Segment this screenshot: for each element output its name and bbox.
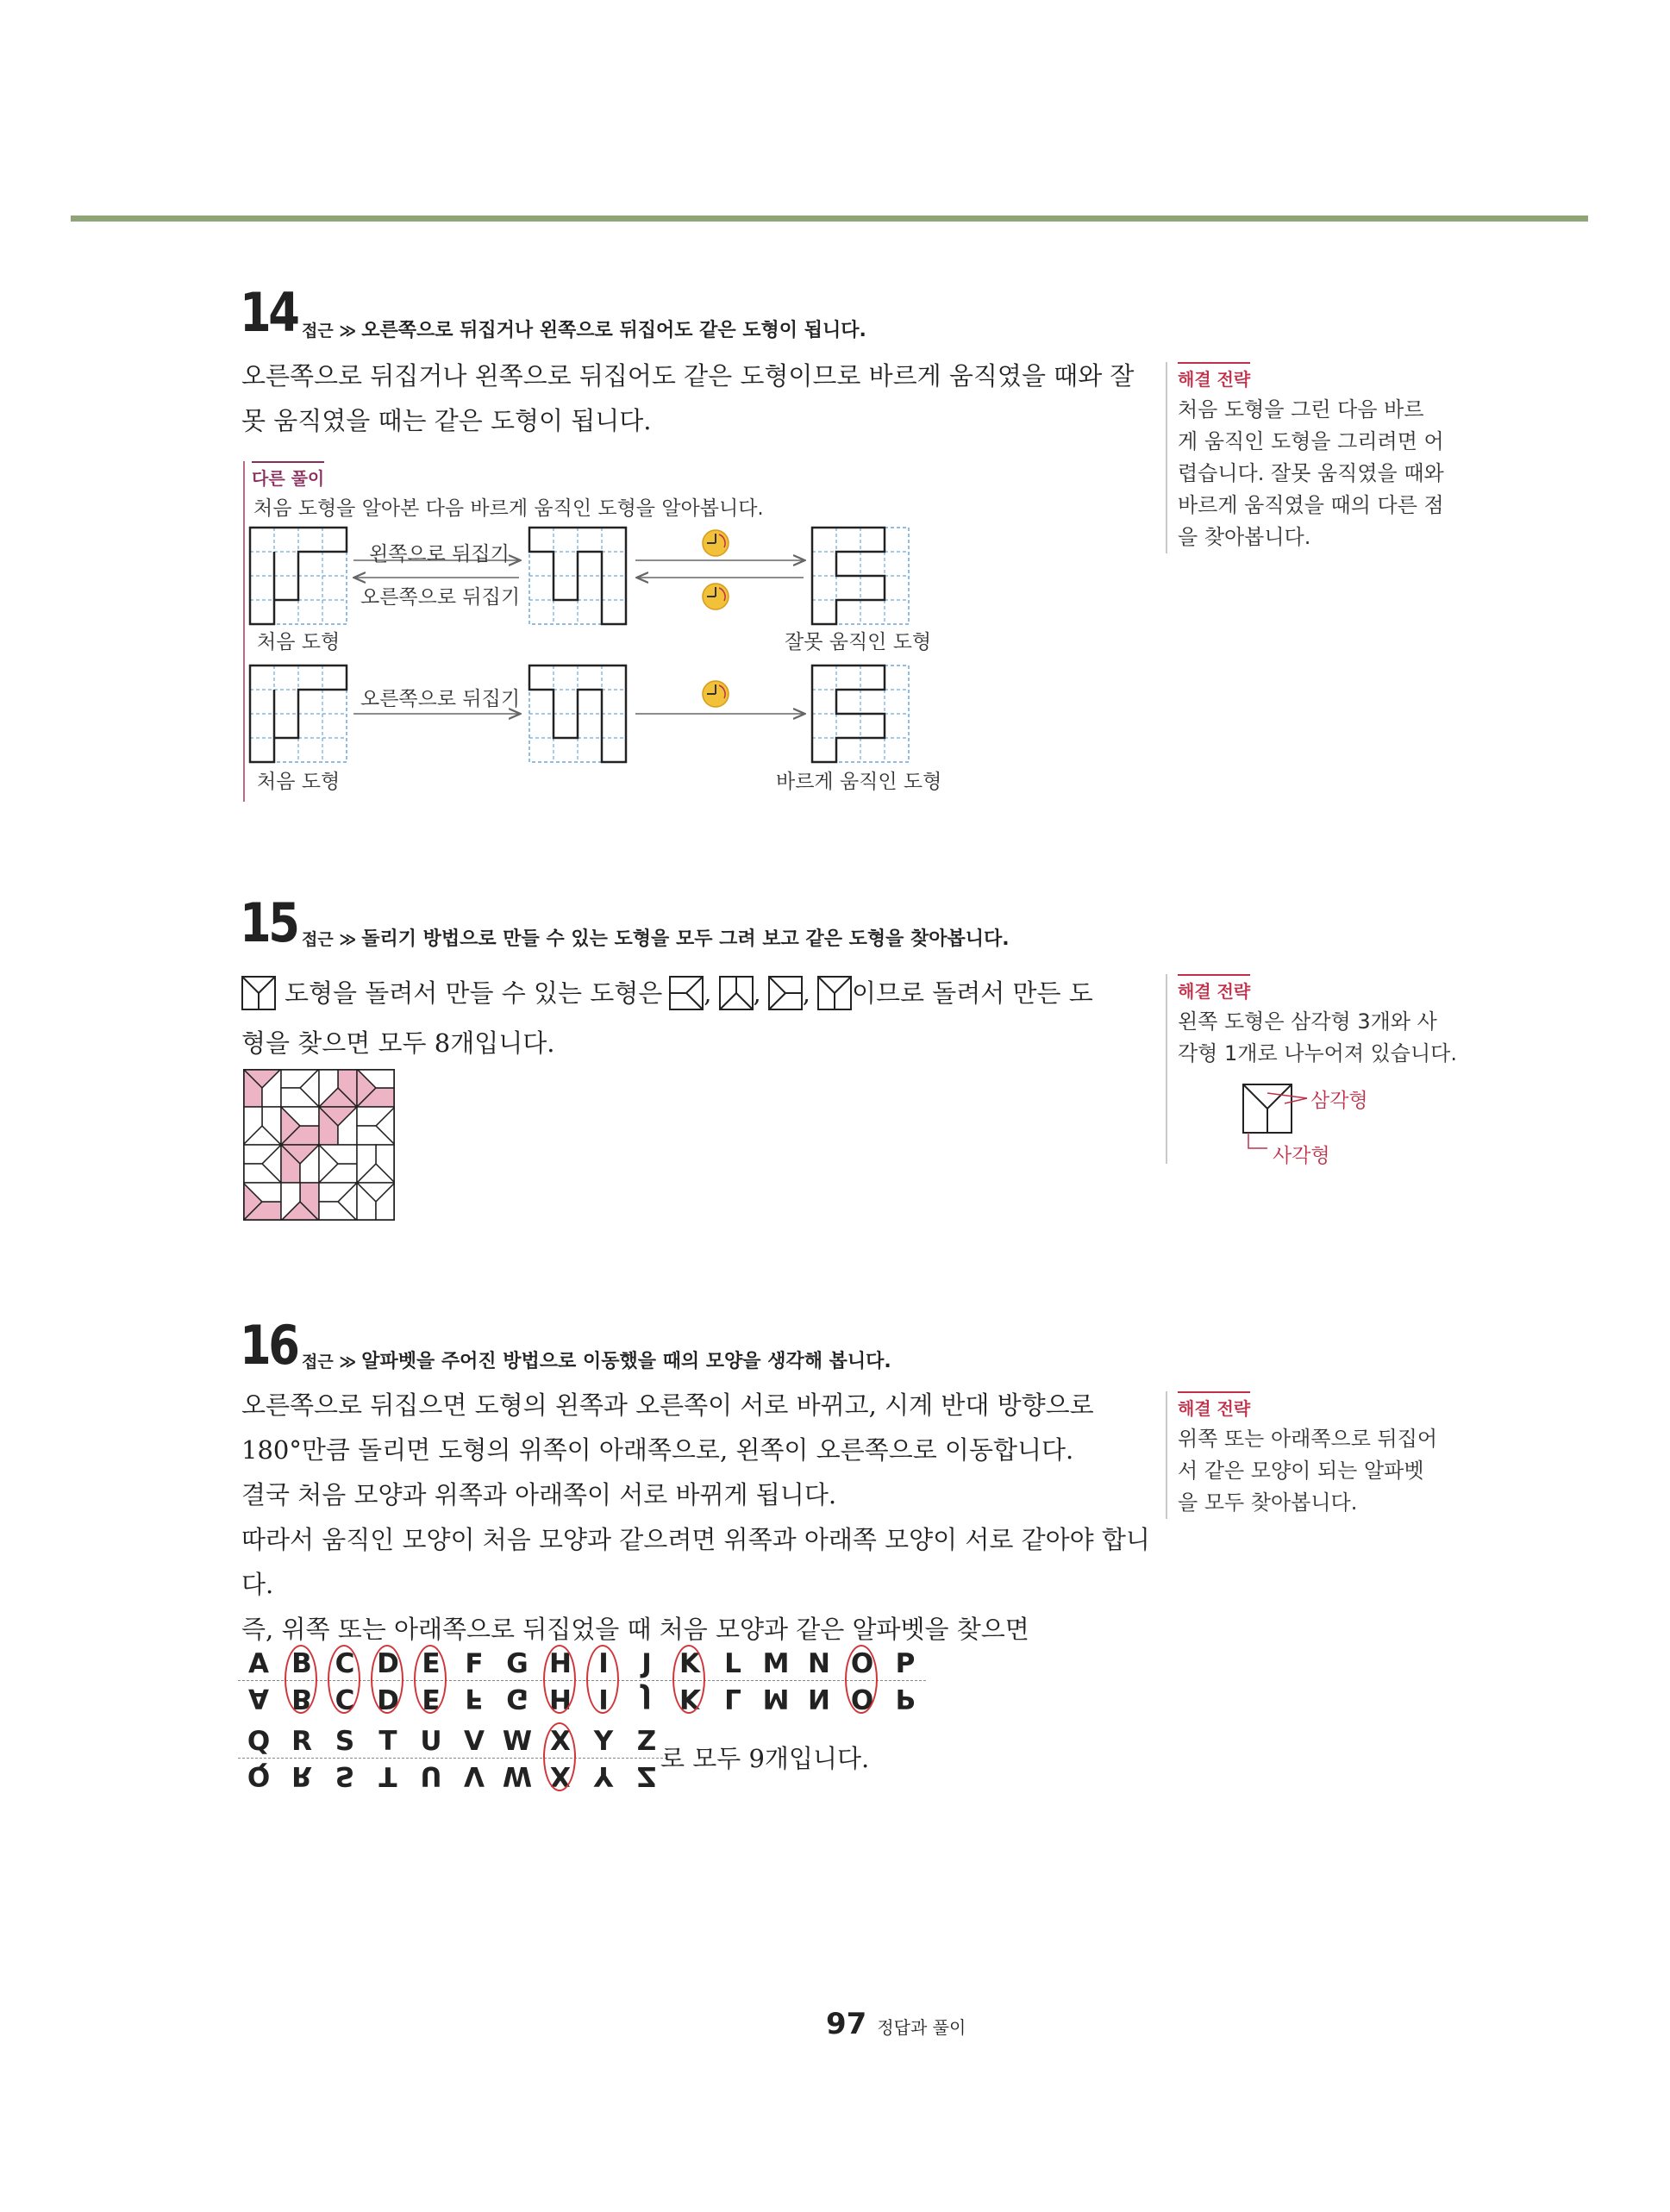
problem-16-ending: 로 모두 9개입니다. xyxy=(660,1744,870,1773)
grid-tile xyxy=(243,1183,281,1221)
letter-flipped: R xyxy=(291,1760,312,1791)
flip-axis xyxy=(324,1758,366,1759)
letter-flipped: Z xyxy=(636,1760,657,1791)
page-number: 97 xyxy=(826,2007,867,2041)
letter-flipped: U xyxy=(420,1760,442,1791)
label-flip-left: 왼쪽으로 뒤집기 xyxy=(369,543,510,565)
letter-pair xyxy=(243,1726,274,1791)
letter-flipped: F xyxy=(465,1683,484,1714)
grid-tile xyxy=(357,1069,395,1107)
correct-shape xyxy=(812,665,909,762)
letter-original: Y xyxy=(593,1726,614,1757)
letter-pair xyxy=(372,1726,403,1791)
letter-flipped: P xyxy=(895,1683,916,1714)
letter-original: K xyxy=(679,1648,701,1679)
grid-tile xyxy=(357,1107,395,1145)
circle-mark xyxy=(543,1722,576,1791)
grid-tile xyxy=(319,1145,357,1183)
letter-pair xyxy=(243,1648,274,1714)
strategy-line: 서 같은 모양이 되는 알파벳 xyxy=(1178,1459,1424,1483)
letter-original: U xyxy=(420,1726,442,1757)
letter-original: E xyxy=(422,1648,441,1679)
letter-original: V xyxy=(464,1726,485,1757)
letter-pair xyxy=(329,1648,360,1714)
letter-pair xyxy=(416,1648,447,1714)
body-line: 결국 처음 모양과 위쪽과 아래쪽이 서로 바뀌게 됩니다. xyxy=(241,1480,837,1509)
letter-pair xyxy=(459,1648,490,1714)
letter-original: R xyxy=(291,1726,312,1757)
body-text: 이므로 돌려서 만든 도 xyxy=(851,978,1093,1008)
flip-axis xyxy=(453,1758,495,1759)
letter-original: Q xyxy=(247,1726,271,1757)
circle-mark xyxy=(672,1645,705,1714)
circle-mark xyxy=(543,1645,576,1714)
letter-original: M xyxy=(762,1648,790,1679)
letter-flipped: H xyxy=(549,1683,572,1714)
letter-pair xyxy=(502,1648,533,1714)
flip-axis xyxy=(583,1758,624,1759)
letter-flipped: M xyxy=(762,1683,790,1714)
letter-flipped: Y xyxy=(593,1760,614,1791)
problem-16-body xyxy=(241,1383,1150,1652)
label-flip-right: 오른쪽으로 뒤집기 xyxy=(360,688,521,710)
letter-original: B xyxy=(291,1648,312,1679)
letter-flipped: I xyxy=(598,1683,609,1714)
body-line: 180°만큼 돌리면 도형의 위쪽이 아래쪽으로, 왼쪽이 오른쪽으로 이동합니다. xyxy=(241,1435,1074,1465)
flip-axis xyxy=(497,1680,538,1681)
problem-15-approach xyxy=(302,924,1010,951)
grid-tile xyxy=(319,1107,357,1145)
footer xyxy=(826,2007,966,2041)
approach-label: 접근 ≫ xyxy=(302,930,357,949)
letter-pair xyxy=(674,1648,705,1714)
approach-text: 돌리기 방법으로 만들 수 있는 도형을 모두 그려 보고 같은 도형을 찾아봅니다. xyxy=(361,928,1010,950)
flipped-shape-2 xyxy=(529,665,626,762)
letter-pair xyxy=(286,1648,317,1714)
letter-flipped: N xyxy=(808,1683,830,1714)
strategy-title: 해결 전략 xyxy=(1178,1391,1250,1420)
flip-axis xyxy=(410,1758,452,1759)
grid-tile xyxy=(243,1145,281,1183)
tile-rot-270-icon xyxy=(768,976,803,1010)
letter-pair xyxy=(545,1648,576,1714)
letter-pair xyxy=(502,1726,533,1791)
tile-icon xyxy=(817,976,852,1010)
label-rect: 사각형 xyxy=(1273,1145,1330,1167)
letter-original: T xyxy=(378,1726,397,1757)
flip-axis xyxy=(497,1758,538,1759)
strategy-line: 처음 도형을 그린 다음 바르 xyxy=(1178,397,1424,422)
problem-14-approach xyxy=(302,316,866,342)
flip-axis xyxy=(626,1680,667,1681)
wrong-shape xyxy=(812,528,909,624)
body-line: 형을 찾으면 모두 8개입니다. xyxy=(241,1028,555,1058)
alt-solution-title: 다른 풀이 xyxy=(252,461,324,490)
problem-15-body-line1 xyxy=(241,971,1093,1015)
letter-original: O xyxy=(850,1648,874,1679)
body-line: 다. xyxy=(241,1570,274,1599)
flip-axis xyxy=(281,1758,322,1759)
strategy-line: 을 찾아봅니다. xyxy=(1178,525,1311,549)
flip-axis xyxy=(755,1680,797,1681)
strategy-line: 을 모두 찾아봅니다. xyxy=(1178,1490,1358,1515)
approach-label: 접근 ≫ xyxy=(302,1353,357,1372)
grid-tile xyxy=(243,1069,281,1107)
body-line: 오른쪽으로 뒤집거나 왼쪽으로 뒤집어도 같은 도형이므로 바르게 움직였을 때와 잘 xyxy=(241,361,1135,391)
strategy-line: 각형 1개로 나누어져 있습니다. xyxy=(1178,1041,1457,1065)
approach-text: 오른쪽으로 뒤집거나 왼쪽으로 뒤집어도 같은 도형이 됩니다. xyxy=(361,320,866,341)
letter-flipped: K xyxy=(679,1683,701,1714)
problem-16-number: 16 xyxy=(240,1314,297,1377)
grid-tile xyxy=(281,1069,319,1107)
circle-mark xyxy=(414,1645,447,1714)
tile-icon xyxy=(241,976,276,1010)
tile-rot-180-icon xyxy=(719,976,754,1010)
letter-original: X xyxy=(550,1726,571,1757)
alt-solution-desc: 처음 도형을 알아본 다음 바르게 움직인 도형을 알아봅니다. xyxy=(253,497,764,520)
strategy-line: 위쪽 또는 아래쪽으로 뒤집어 xyxy=(1178,1427,1438,1451)
initial-shape-1 xyxy=(250,528,347,624)
letter-pair xyxy=(588,1726,619,1791)
tile-rot-90-icon xyxy=(669,976,704,1010)
flip-axis xyxy=(367,1758,409,1759)
letter-pair xyxy=(329,1726,360,1791)
footer-title: 정답과 풀이 xyxy=(877,2017,966,2038)
letter-original: W xyxy=(502,1726,533,1757)
initial-shape-2 xyxy=(250,665,347,762)
alphabet-row-2 xyxy=(243,1726,691,1795)
label-initial: 처음 도형 xyxy=(257,631,341,653)
letter-pair xyxy=(631,1726,662,1791)
body-line: 못 움직였을 때는 같은 도형이 됩니다. xyxy=(241,406,652,435)
label-wrong: 잘못 움직인 도형 xyxy=(785,631,932,653)
strategy-title: 해결 전략 xyxy=(1178,362,1250,391)
body-line: 따라서 움직인 모양이 처음 모양과 같으려면 위쪽과 아래쪽 모양이 서로 같아야 합니 xyxy=(241,1525,1150,1554)
grid-tile xyxy=(281,1107,319,1145)
letter-pair xyxy=(890,1648,921,1714)
problem-15-number: 15 xyxy=(240,891,297,954)
letter-original: J xyxy=(641,1648,652,1679)
letter-pair xyxy=(804,1648,835,1714)
letter-pair xyxy=(286,1726,317,1791)
strategy-line: 바르게 움직였을 때의 다른 점 xyxy=(1178,493,1444,517)
body-line: 즉, 위쪽 또는 아래쪽으로 뒤집었을 때 처음 모양과 같은 알파벳을 찾으면 xyxy=(241,1615,1029,1644)
letter-original: A xyxy=(248,1648,269,1679)
letter-flipped: J xyxy=(641,1683,652,1714)
letter-flipped: L xyxy=(724,1683,741,1714)
alphabet-row-1 xyxy=(243,1648,950,1717)
letter-pair xyxy=(760,1648,791,1714)
flip-diagram xyxy=(243,517,976,802)
circle-mark xyxy=(371,1645,403,1714)
clock-icon xyxy=(703,681,729,707)
letter-original: N xyxy=(808,1648,830,1679)
letter-pair xyxy=(545,1726,576,1791)
letter-flipped: E xyxy=(422,1683,441,1714)
label-initial: 처음 도형 xyxy=(257,771,341,793)
letter-flipped: V xyxy=(464,1760,485,1791)
flip-axis xyxy=(885,1680,926,1681)
letter-original: D xyxy=(377,1648,399,1679)
comma: , xyxy=(704,978,712,1008)
letter-flipped: C xyxy=(335,1683,355,1714)
flip-axis xyxy=(453,1680,495,1681)
letter-flipped: O xyxy=(850,1683,874,1714)
letter-pair xyxy=(588,1648,619,1714)
label-flip-right: 오른쪽으로 뒤집기 xyxy=(360,586,521,609)
strategy-title: 해결 전략 xyxy=(1178,974,1250,1003)
letter-original: S xyxy=(335,1726,355,1757)
letter-pair xyxy=(717,1648,748,1714)
grid-tile xyxy=(357,1145,395,1183)
grid-tile xyxy=(319,1183,357,1221)
strategy-line: 렵습니다. 잘못 움직였을 때와 xyxy=(1178,461,1444,485)
tile-grid xyxy=(243,1069,395,1221)
letter-flipped: G xyxy=(506,1683,529,1714)
circle-mark xyxy=(845,1645,878,1714)
letter-pair xyxy=(416,1726,447,1791)
approach-text: 알파벳을 주어진 방법으로 이동했을 때의 모양을 생각해 봅니다. xyxy=(361,1351,891,1372)
letter-original: L xyxy=(724,1648,741,1679)
label-correct: 바르게 움직인 도형 xyxy=(776,771,942,793)
clock-icon xyxy=(703,584,729,609)
problem-16-approach xyxy=(302,1347,891,1373)
letter-original: H xyxy=(549,1648,572,1679)
flipped-shape-1 xyxy=(529,528,626,624)
problem-14-body xyxy=(241,353,1134,443)
letter-flipped: W xyxy=(502,1760,533,1791)
letter-flipped: T xyxy=(378,1760,397,1791)
top-divider xyxy=(71,216,1588,222)
letter-flipped: A xyxy=(248,1683,269,1714)
problem-14-number: 14 xyxy=(240,281,297,344)
flip-axis xyxy=(798,1680,840,1681)
flip-axis xyxy=(712,1680,754,1681)
strategy-box-14 xyxy=(1166,362,1444,553)
letter-original: G xyxy=(506,1648,529,1679)
comma: , xyxy=(802,978,810,1008)
letter-pair xyxy=(847,1648,878,1714)
clock-icon xyxy=(703,530,729,556)
strategy-line: 왼쪽 도형은 삼각형 3개와 사 xyxy=(1178,1009,1437,1034)
letter-original: P xyxy=(895,1648,916,1679)
letter-original: Z xyxy=(636,1726,657,1757)
letter-original: F xyxy=(465,1648,484,1679)
grid-tile xyxy=(357,1183,395,1221)
approach-label: 접근 ≫ xyxy=(302,322,357,341)
letter-pair xyxy=(372,1648,403,1714)
grid-tile xyxy=(319,1069,357,1107)
label-triangle: 삼각형 xyxy=(1310,1090,1368,1112)
circle-mark xyxy=(285,1645,317,1714)
circle-mark xyxy=(328,1645,360,1714)
body-text: 도형을 돌려서 만들 수 있는 도형은 xyxy=(285,978,663,1008)
flip-axis xyxy=(238,1758,279,1759)
letter-flipped: X xyxy=(550,1760,571,1791)
letter-flipped: B xyxy=(291,1683,312,1714)
grid-tile xyxy=(281,1183,319,1221)
letter-original: C xyxy=(335,1648,355,1679)
grid-tile xyxy=(243,1107,281,1145)
letter-flipped: S xyxy=(335,1760,355,1791)
letter-flipped: Q xyxy=(247,1760,271,1791)
comma: , xyxy=(753,978,761,1008)
body-line: 오른쪽으로 뒤집으면 도형의 왼쪽과 오른쪽이 서로 바뀌고, 시계 반대 방향으로 xyxy=(241,1390,1094,1420)
grid-tile xyxy=(281,1145,319,1183)
strategy-box-16 xyxy=(1166,1391,1437,1519)
circle-mark xyxy=(586,1645,619,1714)
strategy-line: 게 움직인 도형을 그리려면 어 xyxy=(1178,429,1444,453)
letter-original: I xyxy=(598,1648,609,1679)
letter-flipped: D xyxy=(377,1683,399,1714)
letter-pair xyxy=(631,1648,662,1714)
letter-pair xyxy=(459,1726,490,1791)
flip-axis xyxy=(238,1680,279,1681)
